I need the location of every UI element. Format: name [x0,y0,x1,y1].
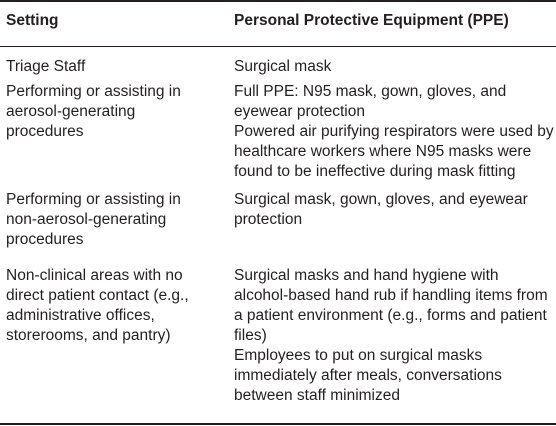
ppe-text: alcohol-based hand rub if handling items from [234,287,548,304]
ppe-text: immediately after meals, conversations [234,367,502,384]
ppe-text: Powered air purifying respirators were used by [234,123,554,140]
ppe-text: Surgical mask [234,58,332,75]
setting-text: Performing or assisting in [6,191,181,208]
setting-text: non-aerosol-generating [6,211,167,228]
setting-text: Non-clinical areas with no [6,267,183,284]
setting-text: procedures [6,231,84,248]
ppe-text: Employees to put on surgical masks [234,347,483,364]
table-bottom-rule [0,423,556,425]
ppe-text: Full PPE: N95 mask, gown, gloves, and [234,83,507,100]
ppe-text: Surgical masks and hand hygiene with [234,267,499,284]
header-setting: Setting [6,12,59,29]
ppe-text: protection [234,211,303,228]
ppe-cell [0,266,556,406]
ppe-cell [0,82,556,182]
ppe-text: between staff minimized [234,387,400,404]
table-row [0,190,556,266]
setting-text: administrative offices, [6,307,155,324]
table-header-rule [0,46,556,47]
ppe-cell [0,190,556,230]
setting-text: direct patient contact (e.g., [6,287,189,304]
header-ppe: Personal Protective Equipment (PPE) [234,12,509,29]
setting-text: procedures [6,123,84,140]
ppe-text: files) [234,327,267,344]
ppe-text: found to be ineffective during mask fitting [234,163,516,180]
ppe-text: healthcare workers where N95 masks were [234,143,532,160]
setting-text: aerosol-generating [6,103,136,120]
ppe-text: a patient environment (e.g., forms and patient [234,307,547,324]
ppe-text: Surgical mask, gown, gloves, and eyewear [234,191,528,208]
ppe-cell [0,57,556,77]
table-row [0,82,556,190]
table-row [0,266,556,421]
table-row [0,57,556,82]
setting-text: Triage Staff [6,58,86,75]
setting-text: storerooms, and pantry) [6,327,171,344]
table-body [0,57,556,421]
ppe-text: eyewear protection [234,103,365,120]
setting-text: Performing or assisting in [6,83,181,100]
table-header-row [0,0,556,46]
